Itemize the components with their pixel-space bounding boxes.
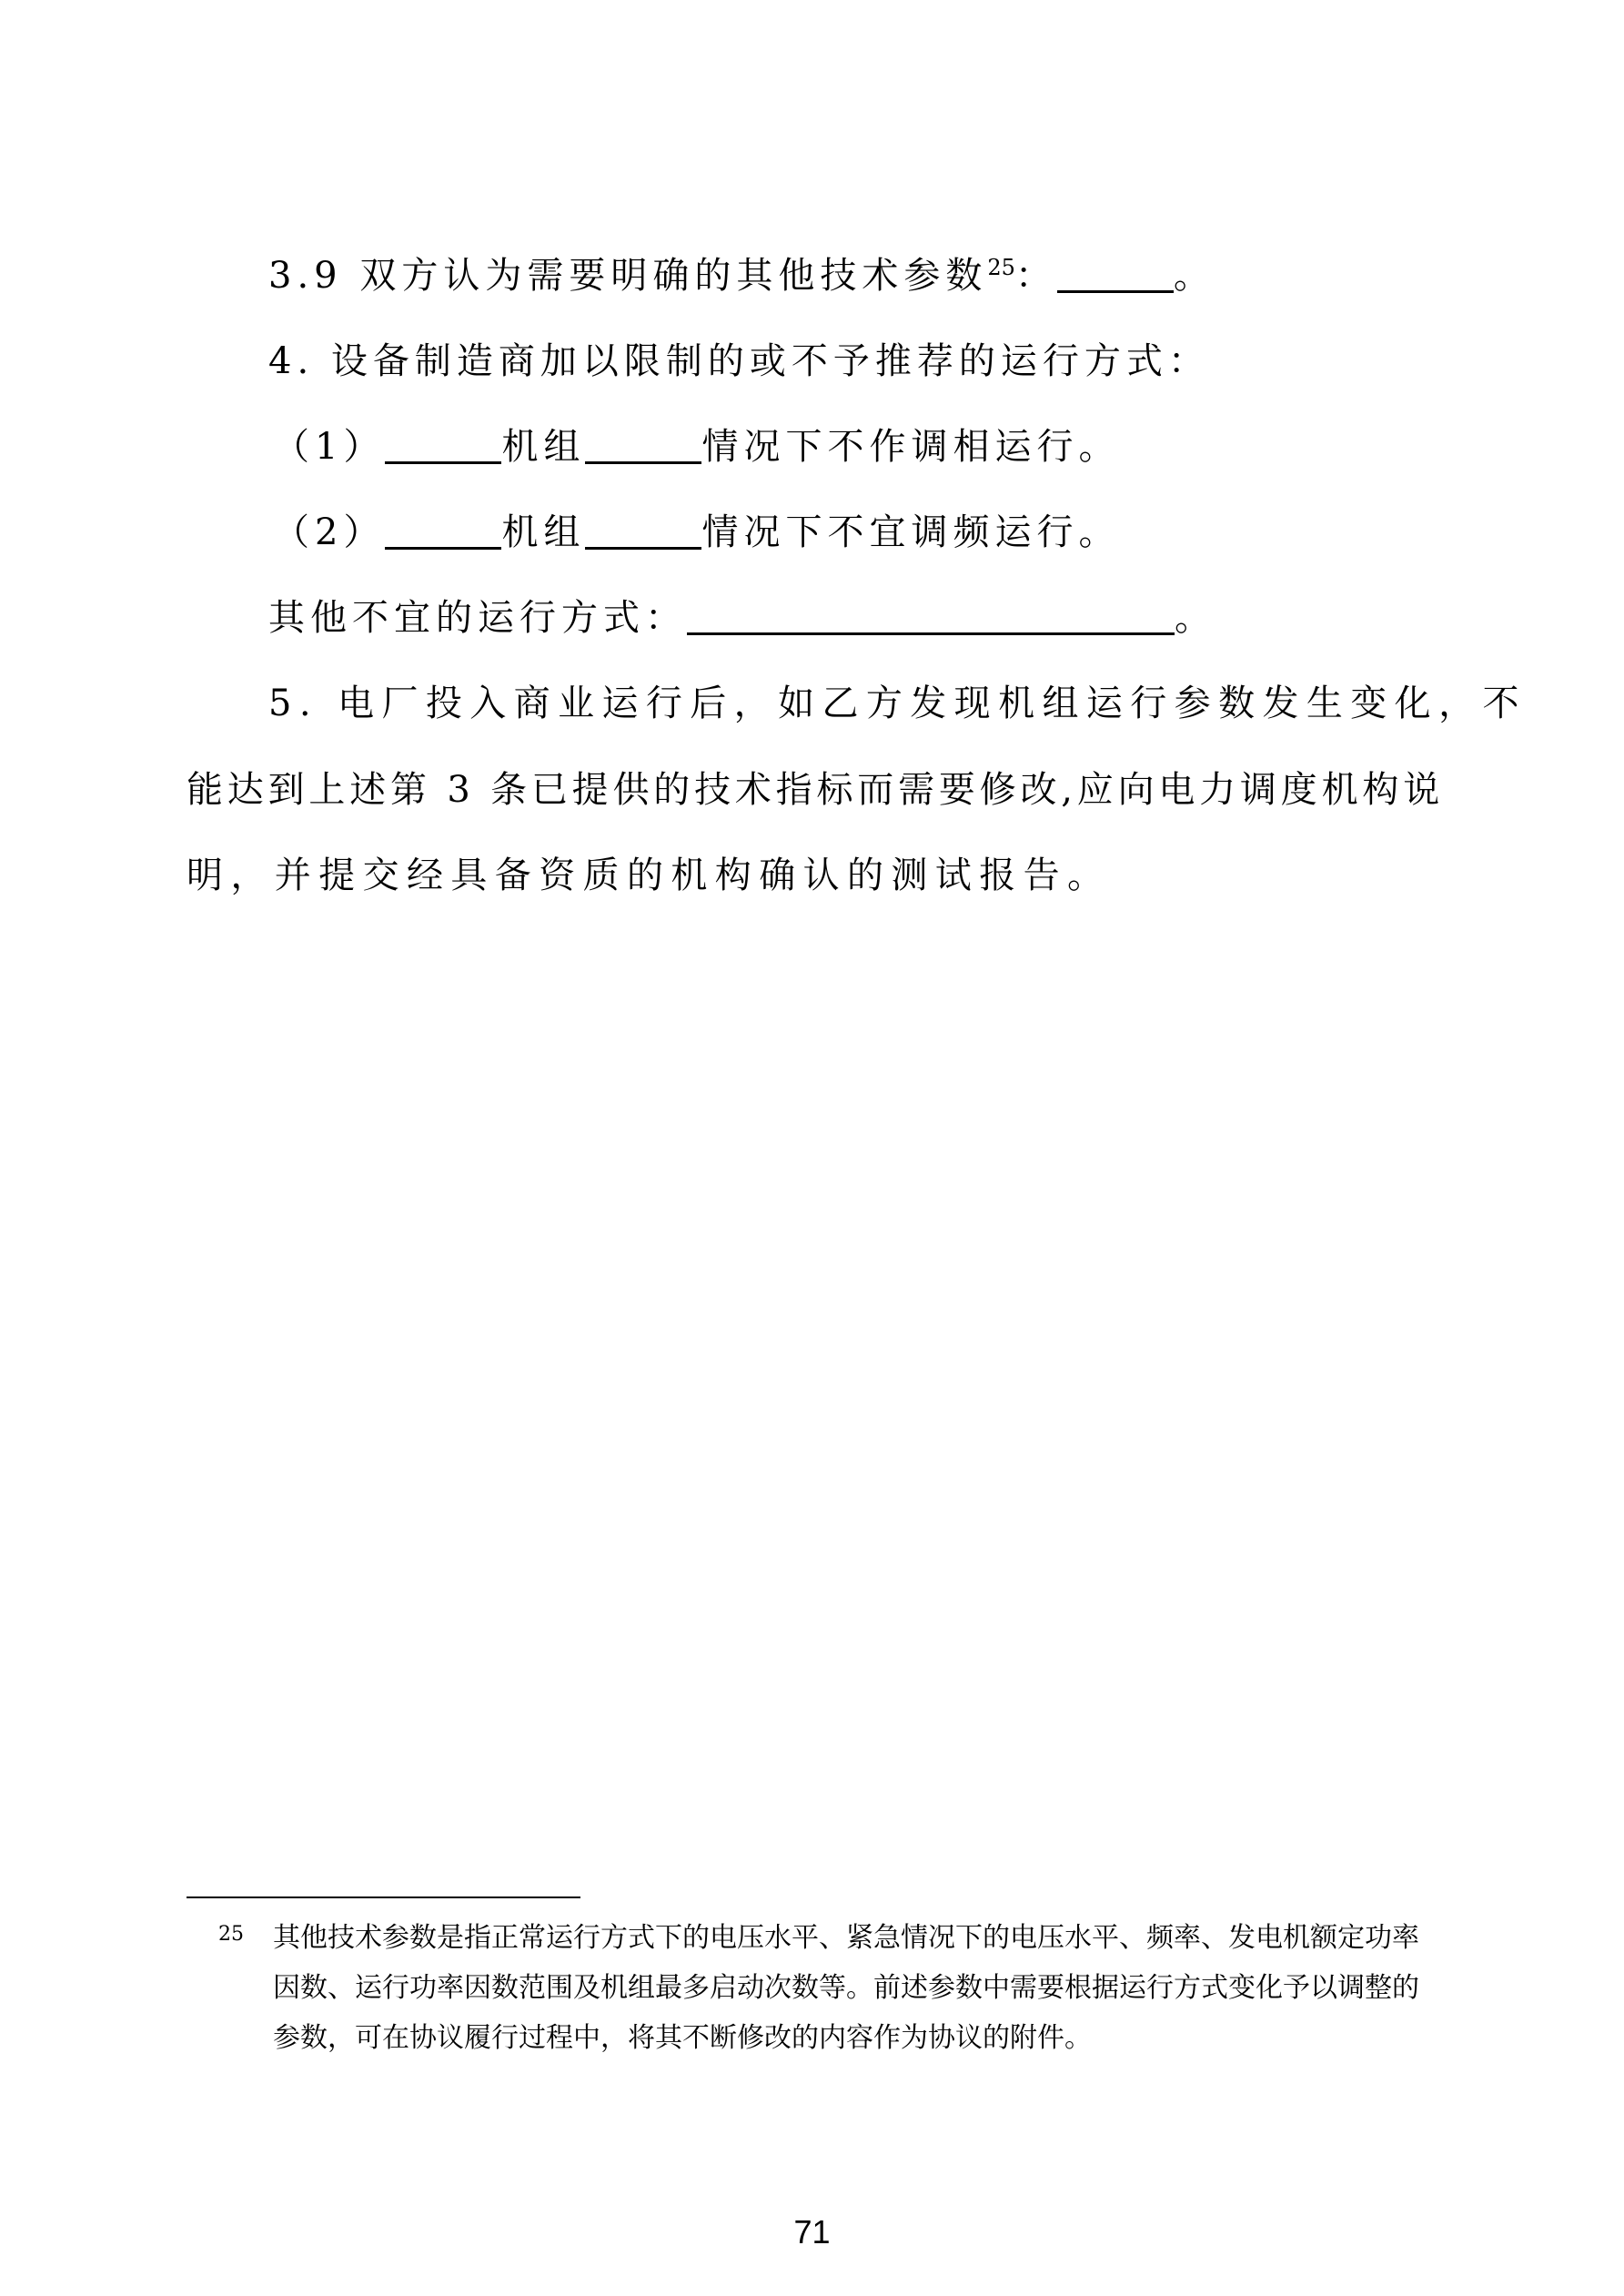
clause-5-line-2: 能达到上述第 3 条已提供的技术指标而需要修改,应向电力调度机构说 — [187, 769, 1444, 811]
clause-5-line-3: 明，并提交经具备资质的机构确认的测试报告。 — [187, 855, 1112, 896]
clause-5-line-1: 5. 电厂投入商业运行后，如乙方发现机组运行参数发生变化，不 — [268, 683, 1527, 724]
clause-4: 4. 设备制造商加以限制的或不予推荐的运行方式： — [268, 340, 1210, 382]
other-modes-label: 其他不宜的运行方式： — [268, 597, 687, 639]
item-2-rest: 情况下不宜调频运行。 — [701, 511, 1121, 553]
page-number: 71 — [793, 2213, 831, 2250]
item-1-label: （1） — [273, 426, 386, 468]
footnote-line-1: 其他技术参数是指正常运行方式下的电压水平、紧急情况下的电压水平、频率、发电机额定功率 — [273, 1922, 1419, 1954]
other-modes-end: 。 — [1175, 597, 1216, 639]
item-1-unit-text: 机组 — [501, 426, 586, 468]
fill-blank-parameters[interactable] — [1057, 254, 1174, 293]
fill-blank-unit-1[interactable] — [385, 425, 501, 464]
fill-blank-other-modes[interactable] — [687, 596, 1175, 635]
clause-3-9-colon: ： — [1014, 255, 1057, 297]
fill-blank-condition-2[interactable] — [585, 511, 701, 550]
footnote-ref-25[interactable]: 25 — [987, 255, 1015, 280]
item-1-rest: 情况下不作调相运行。 — [701, 426, 1121, 468]
clause-3-9-text: 3.9 双方认为需要明确的其他技术参数 — [268, 255, 988, 297]
footnote-line-2: 因数、运行功率因数范围及机组最多启动次数等。前述参数中需要根据运行方式变化予以调整的 — [273, 1972, 1419, 2004]
clause-4-other — [268, 595, 1216, 641]
item-2-unit-text: 机组 — [501, 511, 586, 553]
item-2-label: （2） — [273, 511, 386, 553]
footnote-number: 25 — [218, 1923, 244, 1946]
fill-blank-unit-2[interactable] — [385, 511, 501, 550]
fill-blank-condition-1[interactable] — [585, 425, 701, 464]
footnote-line-3: 参数，可在协议履行过程中，将其不断修改的内容作为协议的附件。 — [273, 2022, 1092, 2054]
clause-3-9-end: 。 — [1173, 255, 1215, 297]
clause-3-9 — [268, 253, 1215, 298]
clause-4-item-2 — [273, 510, 1120, 555]
clause-4-item-1 — [273, 424, 1120, 470]
footnote-divider — [187, 1896, 580, 1898]
